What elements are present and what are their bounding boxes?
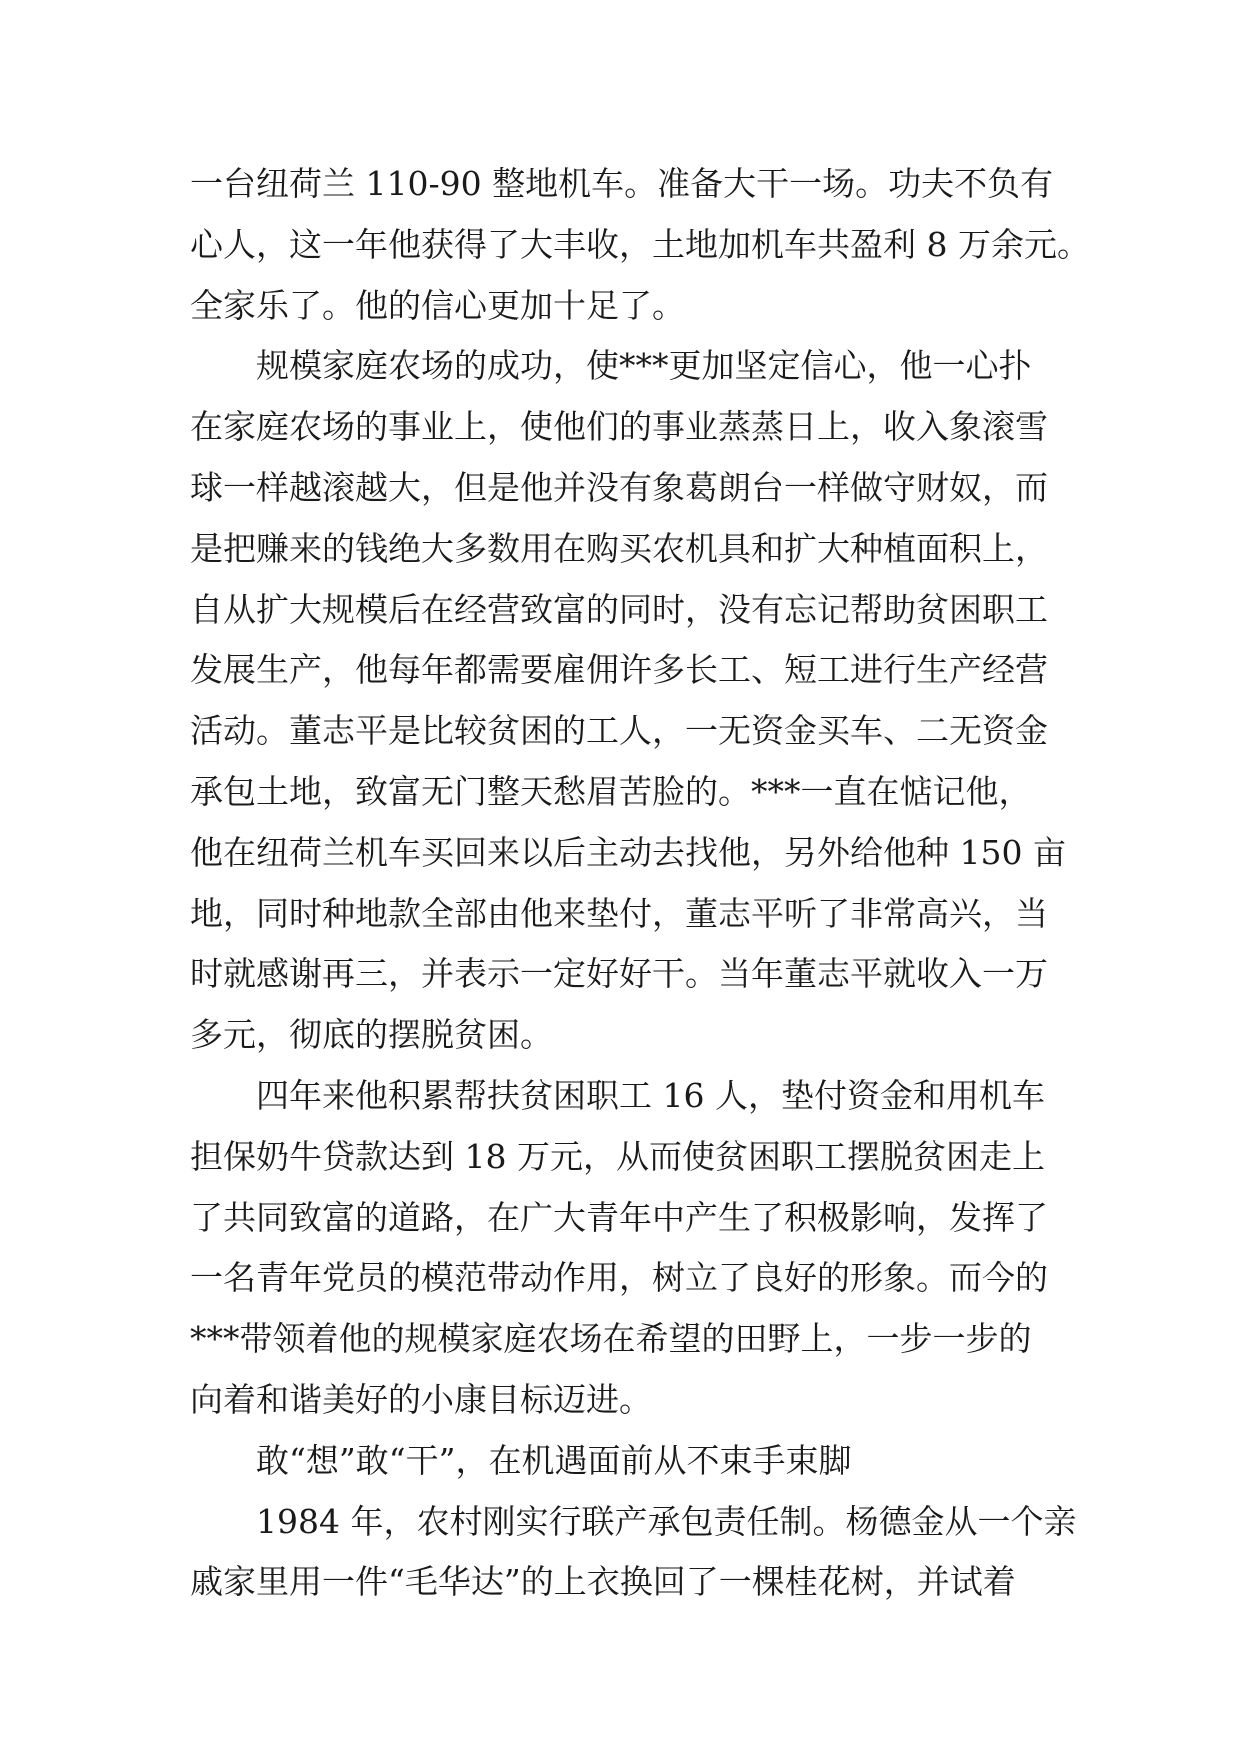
text-line: 发展生产，他每年都需要雇佣许多长工、短工进行生产经营 [190,650,1048,690]
text-line: 多元，彻底的摆脱贫困。 [190,1015,553,1055]
text-line: 地，同时种地款全部由他来垫付，董志平听了非常高兴，当 [190,893,1048,933]
text-line: 全家乐了。他的信心更加十足了。 [190,285,685,325]
text-line: ***带领着他的规模家庭农场在希望的田野上，一步一步的 [190,1319,1032,1359]
text-line: 承包土地，致富无门整天愁眉苦脸的。***一直在惦记他， [190,771,1032,811]
body-text [190,154,1090,1613]
text-line: 了共同致富的道路，在广大青年中产生了积极影响，发挥了 [190,1197,1048,1237]
text-line: 自从扩大规模后在经营致富的同时，没有忘记帮助贫困职工 [190,589,1048,629]
text-line: 活动。董志平是比较贫困的工人，一无资金买车、二无资金 [190,711,1048,751]
text-line: 他在纽荷兰机车买回来以后主动去找他，另外给他种 150 亩 [190,832,1066,872]
text-line: 一名青年党员的模范带动作用，树立了良好的形象。而今的 [190,1258,1048,1298]
text-line: 敢“想”敢“干”，在机遇面前从不束手束脚 [256,1440,852,1480]
text-line: 1984 年，农村刚实行联产承包责任制。杨德金从一个亲 [256,1501,1077,1541]
text-line: 球一样越滚越大，但是他并没有象葛朗台一样做守财奴，而 [190,467,1048,507]
text-line: 四年来他积累帮扶贫困职工 16 人，垫付资金和用机车 [256,1075,1045,1115]
text-line: 在家庭农场的事业上，使他们的事业蒸蒸日上，收入象滚雪 [190,407,1048,447]
text-line: 规模家庭农场的成功，使***更加坚定信心，他一心扑 [256,346,1032,386]
text-line: 戚家里用一件“毛华达”的上衣换回了一棵桂花树，并试着 [190,1562,1016,1602]
text-line: 向着和谐美好的小康目标迈进。 [190,1379,652,1419]
text-line: 是把赚来的钱绝大多数用在购买农机具和扩大种植面积上， [190,528,1048,568]
text-line: 一台纽荷兰 110-90 整地机车。准备大干一场。功夫不负有 [190,164,1054,203]
text-line: 担保奶牛贷款达到 18 万元，从而使贫困职工摆脱贫困走上 [190,1136,1045,1176]
text-line: 时就感谢再三，并表示一定好好干。当年董志平就收入一万 [190,954,1048,994]
text-line: 心人，这一年他获得了大丰收，土地加机车共盈利 8 万余元。 [190,224,1090,264]
